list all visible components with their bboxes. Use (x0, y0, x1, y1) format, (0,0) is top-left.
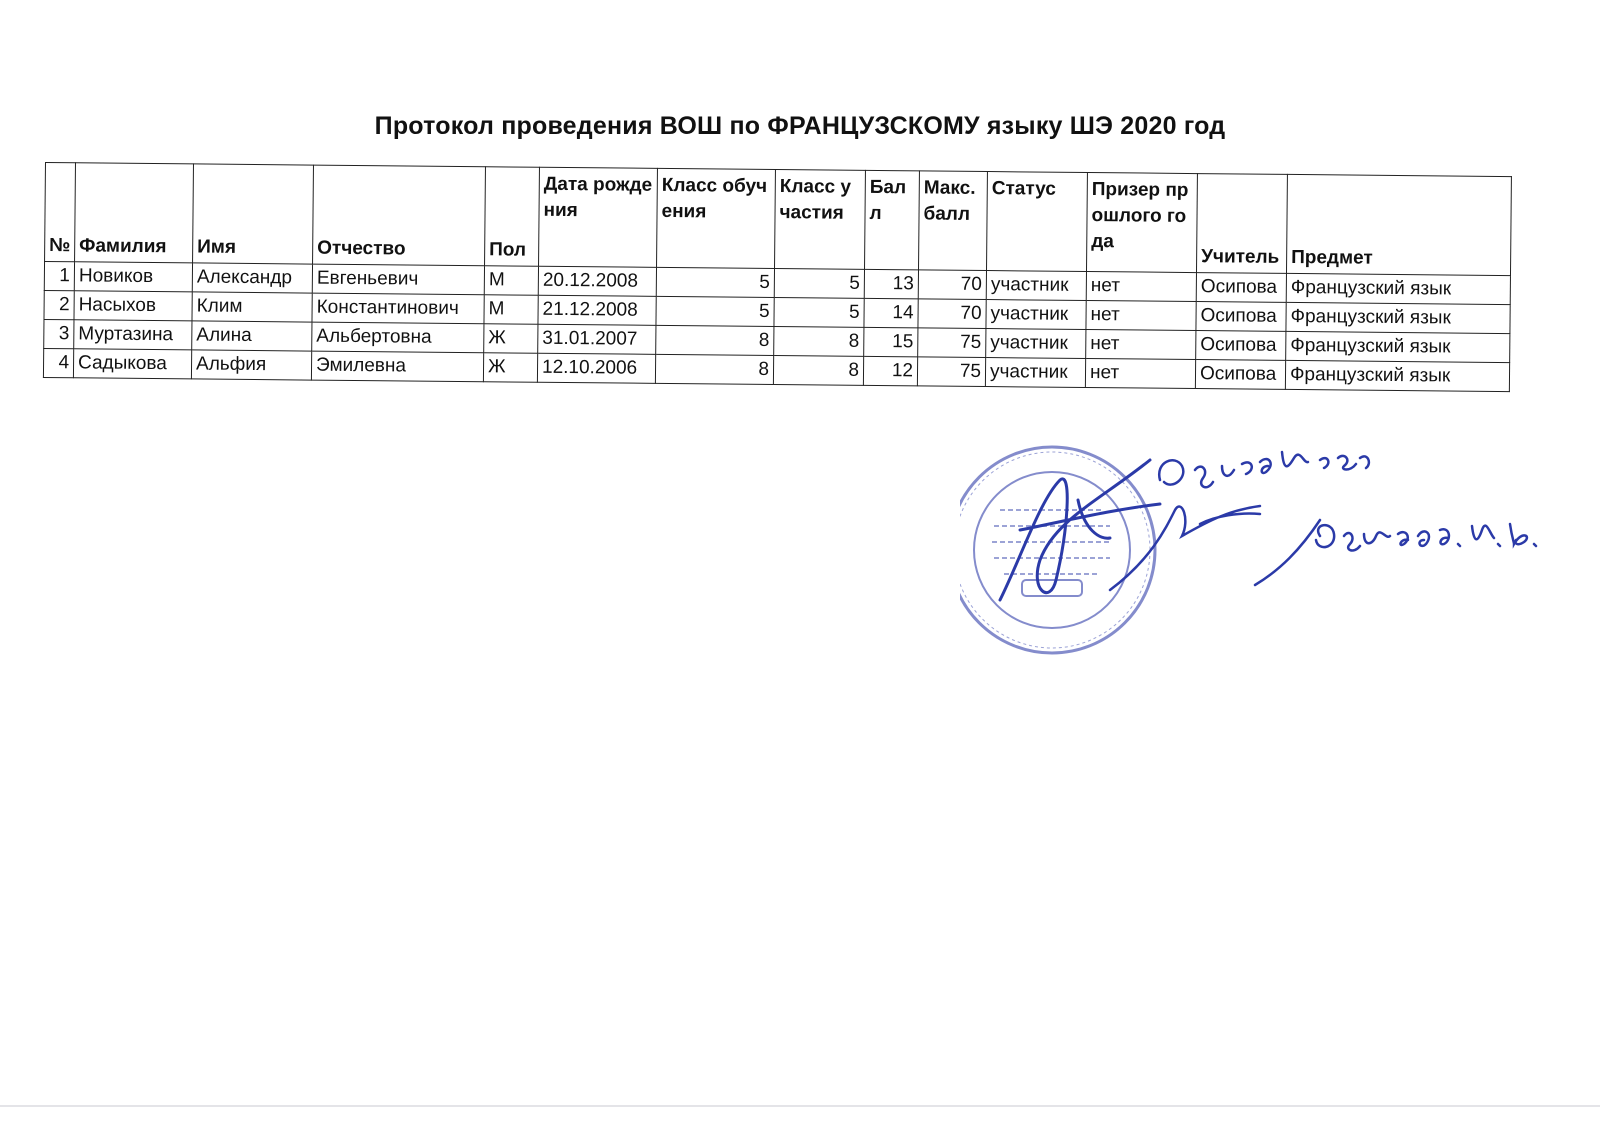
cell-study-grade: 8 (656, 325, 774, 355)
col-header-max-score: Макс. балл (919, 171, 988, 271)
cell-score: 14 (864, 298, 918, 328)
cell-teacher: Осипова (1196, 302, 1286, 332)
cell-status: участник (986, 271, 1086, 301)
cell-surname: Насыхов (74, 291, 192, 321)
cell-subject: Французский язык (1286, 331, 1510, 362)
col-header-study-grade: Класс обучения (657, 168, 776, 268)
cell-subject: Французский язык (1286, 273, 1510, 304)
col-header-teacher: Учитель (1196, 174, 1287, 274)
results-table (43, 162, 1512, 392)
cell-teacher: Осипова (1196, 273, 1286, 303)
cell-surname: Садыкова (73, 349, 191, 379)
cell-birthdate: 20.12.2008 (538, 266, 656, 296)
cell-max-score: 75 (918, 328, 986, 358)
cell-sex: М (484, 266, 538, 296)
approval-block (960, 440, 1580, 680)
cell-score: 13 (864, 269, 918, 299)
cell-num: 4 (43, 348, 73, 377)
cell-study-grade: 5 (656, 267, 774, 297)
col-header-sex: Пол (485, 167, 540, 267)
stamp-signature-graphic (960, 440, 1580, 680)
cell-patronymic: Константинович (312, 293, 484, 324)
col-header-score: Балл (865, 170, 920, 270)
cell-name: Клим (192, 292, 312, 322)
col-header-prev-winner: Призер прошлого года (1086, 173, 1197, 273)
col-header-status: Статус (987, 172, 1088, 272)
handwriting-note-icon (1159, 452, 1369, 487)
handwritten-name-icon (1316, 524, 1536, 550)
page-title: Протокол проведения ВОШ по ФРАНЦУЗСКОМУ языку ШЭ 2020 год (374, 112, 1226, 140)
cell-name: Алина (192, 321, 312, 351)
cell-max-score: 70 (918, 299, 986, 329)
cell-name: Альфия (191, 350, 311, 380)
cell-num: 2 (44, 290, 74, 319)
cell-status: участник (986, 329, 1086, 359)
cell-num: 1 (44, 262, 74, 291)
cell-patronymic: Эмилевна (311, 351, 483, 382)
cell-patronymic: Альбертовна (312, 322, 484, 353)
col-header-subject: Предмет (1286, 174, 1511, 275)
cell-subject: Французский язык (1286, 302, 1510, 333)
cell-prev-winner: нет (1085, 358, 1195, 388)
cell-surname: Муртазина (74, 320, 192, 350)
cell-part-grade: 8 (774, 327, 864, 357)
cell-prev-winner: нет (1086, 329, 1196, 359)
cell-prev-winner: нет (1086, 272, 1196, 302)
cell-part-grade: 5 (774, 269, 864, 299)
cell-teacher: Осипова (1195, 360, 1285, 390)
cell-score: 15 (864, 327, 918, 357)
col-header-name: Имя (193, 164, 314, 264)
cell-name: Александр (192, 263, 312, 293)
cell-max-score: 70 (918, 270, 986, 300)
signature-swash-icon (1110, 506, 1320, 590)
cell-num: 3 (44, 319, 74, 348)
col-header-num: № (45, 163, 76, 262)
cell-study-grade: 8 (655, 354, 773, 384)
col-header-part-grade: Класс участия (775, 170, 866, 270)
cell-birthdate: 12.10.2006 (537, 353, 655, 383)
cell-part-grade: 8 (773, 356, 863, 386)
cell-study-grade: 5 (656, 296, 774, 326)
cell-birthdate: 31.01.2007 (538, 324, 656, 354)
cell-part-grade: 5 (774, 298, 864, 328)
cell-status: участник (986, 300, 1086, 330)
col-header-birthdate: Дата рождения (539, 167, 658, 267)
signature-scribble-icon (1000, 460, 1160, 600)
cell-score: 12 (863, 356, 917, 386)
cell-patronymic: Евгеньевич (312, 264, 484, 295)
cell-teacher: Осипова (1196, 331, 1286, 361)
cell-status: участник (985, 358, 1085, 388)
cell-max-score: 75 (917, 357, 985, 387)
scan-edge-divider (0, 1105, 1600, 1107)
cell-prev-winner: нет (1086, 301, 1196, 331)
col-header-surname: Фамилия (75, 163, 194, 263)
cell-sex: Ж (483, 353, 537, 383)
cell-subject: Французский язык (1285, 360, 1509, 391)
header-row (45, 163, 1512, 276)
col-header-patronymic: Отчество (313, 165, 486, 266)
cell-birthdate: 21.12.2008 (538, 295, 656, 325)
cell-surname: Новиков (74, 262, 192, 292)
cell-sex: Ж (484, 324, 538, 354)
cell-sex: М (484, 295, 538, 325)
